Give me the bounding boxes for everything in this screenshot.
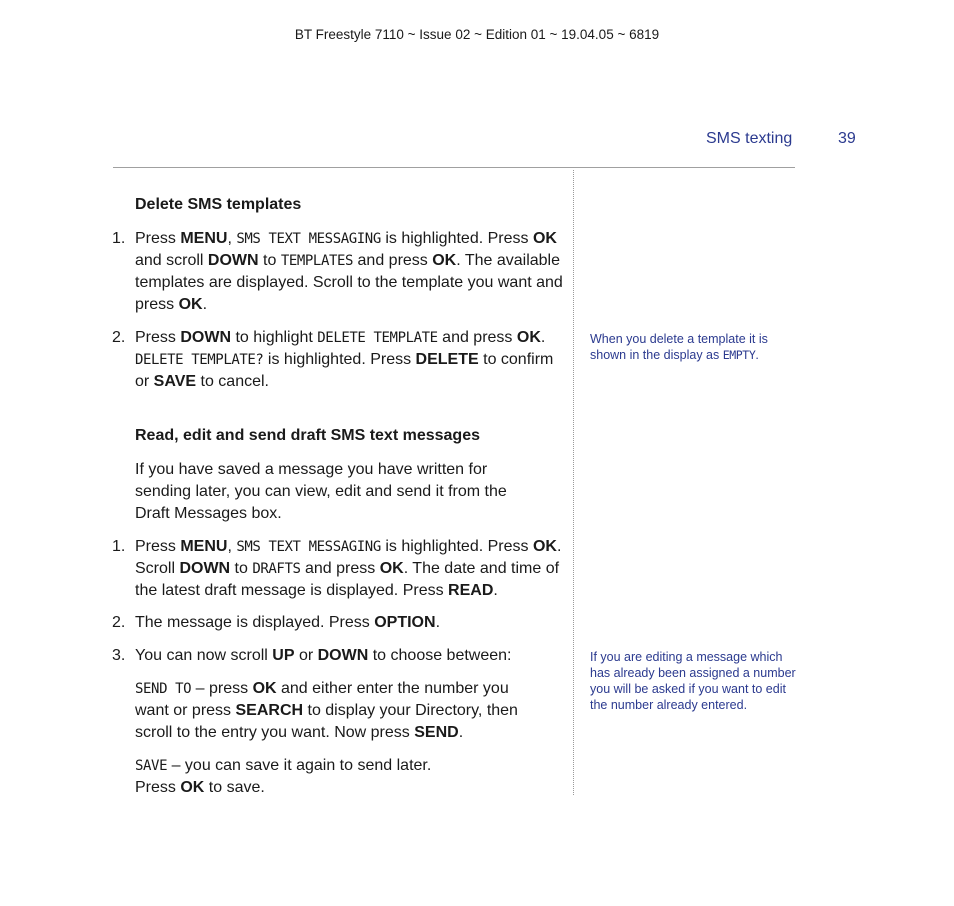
drafts-heading: Read, edit and send draft SMS text messages (135, 427, 480, 444)
step-number: 1. (112, 538, 126, 555)
section-title: SMS texting (706, 130, 793, 147)
document-header-line: BT Freestyle 7110 ~ Issue 02 ~ Edition 01 ~ 19.04.05 ~ 6819 (294, 27, 660, 42)
header-rule (113, 167, 795, 168)
step-number: 1. (112, 230, 126, 247)
drafts-step-3: You can now scroll UP or DOWN to choose between: (135, 647, 512, 664)
drafts-step-2: The message is displayed. Press OPTION. (135, 614, 441, 631)
step-number: 2. (112, 614, 126, 631)
column-divider (573, 170, 574, 795)
side-note-delete-template: When you delete a template it is shown in the display as EMPTY. (590, 332, 768, 362)
step-number: 3. (112, 647, 126, 664)
step-number: 2. (112, 329, 126, 346)
delete-step-1: Press MENU, SMS TEXT MESSAGING is highlighted. Press OK and scroll DOWN to TEMPLATES and press OK. The available templates are displayed. Scroll to the template you want and press OK. (135, 230, 563, 313)
option-send-to: SEND TO – press OK and either enter the number you want or press SEARCH to display your Directory, then scroll to the entry you want. Now press SEND. (135, 680, 518, 741)
side-note-editing-message: If you are editing a message which has already been assigned a number you will be asked if you want to edit the number already entered. (590, 650, 796, 712)
page-number: 39 (838, 130, 856, 147)
delete-templates-heading: Delete SMS templates (135, 196, 302, 213)
delete-step-2: Press DOWN to highlight DELETE TEMPLATE and press OK. DELETE TEMPLATE? is highlighted. Press DELETE to confirm or SAVE to cancel. (135, 329, 554, 390)
drafts-step-1: Press MENU, SMS TEXT MESSAGING is highlighted. Press OK. Scroll DOWN to DRAFTS and press OK. The date and time of the latest draft message is displayed. Press READ. (135, 538, 562, 599)
option-save: SAVE – you can save it again to send later. Press OK to save. (135, 757, 432, 796)
drafts-intro: If you have saved a message you have written for sending later, you can view, edit and send it from the Draft Messages box. (135, 461, 507, 522)
